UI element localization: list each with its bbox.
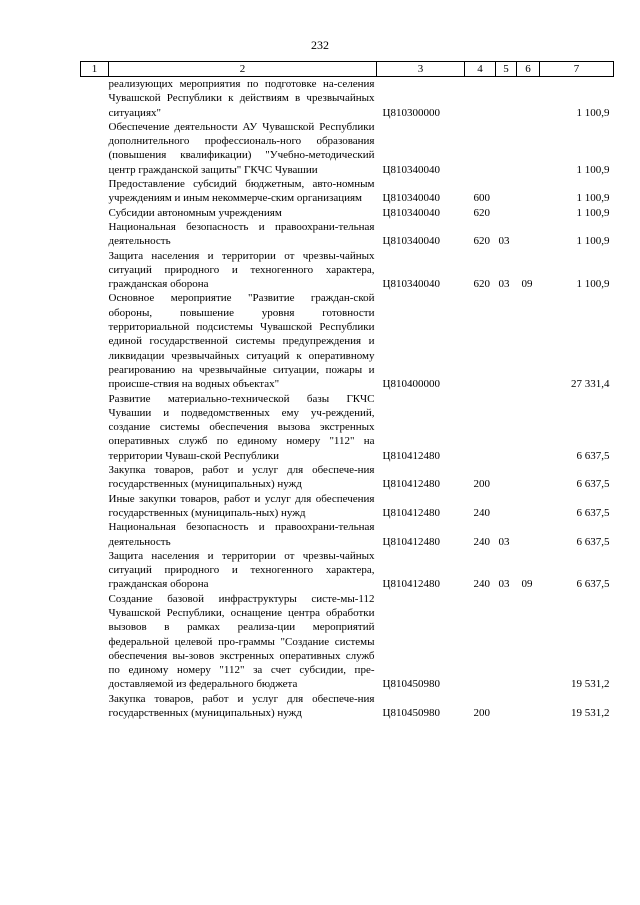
table-body bbox=[81, 77, 614, 721]
row-code-cell: Ц810412480 bbox=[382, 449, 440, 462]
row-name-cell: Субсидии автономным учреждениям bbox=[108, 206, 282, 219]
row-subsection-cell bbox=[517, 463, 540, 492]
row-expense-type-cell bbox=[465, 392, 496, 463]
row-amount-cell: 19 531,2 bbox=[571, 707, 610, 720]
row-amount-cell: 1 100,9 bbox=[576, 163, 610, 176]
row-number-cell bbox=[81, 120, 109, 177]
row-code-cell: Ц810340040 bbox=[382, 278, 440, 291]
table-row bbox=[81, 463, 614, 492]
row-section-cell bbox=[496, 291, 517, 391]
row-expense-type-cell bbox=[465, 592, 496, 692]
row-amount-cell: 27 331,4 bbox=[571, 378, 610, 391]
row-number-cell bbox=[81, 77, 109, 120]
row-section-cell: 03 bbox=[498, 535, 510, 548]
row-code-cell: Ц810412480 bbox=[382, 535, 440, 548]
row-amount-cell: 19 531,2 bbox=[571, 678, 610, 691]
row-number-cell bbox=[81, 692, 109, 721]
row-amount-cell: 1 100,9 bbox=[576, 206, 610, 219]
row-number-cell bbox=[81, 463, 109, 492]
row-expense-type-cell bbox=[465, 291, 496, 391]
row-name-cell: Закупка товаров, работ и услуг для обеспече-ния государственных (муниципальных) нужд bbox=[108, 692, 375, 720]
row-code-cell: Ц810450980 bbox=[382, 678, 440, 691]
row-code-cell: Ц810340040 bbox=[382, 235, 440, 248]
row-name-cell: реализующих мероприятия по подготовке на-селения Чувашской Республики к действиям в чрезвычайных ситуациях" bbox=[108, 78, 375, 119]
table-row bbox=[81, 291, 614, 391]
row-amount-cell: 6 637,5 bbox=[576, 535, 610, 548]
row-expense-type-cell: 620 bbox=[473, 206, 490, 219]
row-section-cell: 03 bbox=[498, 235, 510, 248]
row-name-cell: Иные закупки товаров, работ и услуг для обеспечения государственных (муниципаль-ных) нужд bbox=[108, 492, 375, 519]
row-section-cell bbox=[496, 492, 517, 521]
row-expense-type-cell: 240 bbox=[473, 506, 490, 519]
table-row bbox=[81, 549, 614, 592]
row-subsection-cell bbox=[517, 692, 540, 721]
row-name-cell: Защита населения и территории от чрезвы-чайных ситуаций природного и техногенного характера, гражданская оборона bbox=[108, 549, 375, 591]
row-section-cell bbox=[496, 206, 517, 220]
row-amount-cell: 6 637,5 bbox=[576, 578, 610, 591]
row-code-cell: Ц810300000 bbox=[382, 106, 440, 119]
column-header-1: 1 bbox=[81, 62, 109, 77]
row-subsection-cell bbox=[517, 77, 540, 120]
row-subsection-cell bbox=[517, 520, 540, 549]
row-number-cell bbox=[81, 549, 109, 592]
row-section-cell: 03 bbox=[498, 278, 510, 291]
row-code-cell: Ц810400000 bbox=[382, 378, 440, 391]
row-subsection-cell: 09 bbox=[521, 278, 533, 291]
row-subsection-cell bbox=[517, 220, 540, 249]
row-section-cell bbox=[496, 177, 517, 206]
table-row bbox=[81, 220, 614, 249]
row-number-cell bbox=[81, 392, 109, 463]
table-row bbox=[81, 120, 614, 177]
column-header-7: 7 bbox=[540, 62, 614, 77]
row-expense-type-cell bbox=[465, 120, 496, 177]
row-expense-type-cell: 600 bbox=[473, 192, 490, 205]
table-row bbox=[81, 692, 614, 721]
table-row bbox=[81, 206, 614, 220]
row-name-cell: Предоставление субсидий бюджетным, авто-номным учреждениям и иным некоммерче-ским организациям bbox=[108, 178, 375, 205]
row-name-cell: Национальная безопасность и правоохрани-тельная деятельность bbox=[108, 220, 375, 248]
row-name-cell: Национальная безопасность и правоохрани-тельная деятельность bbox=[108, 521, 375, 548]
row-amount-cell: 1 100,9 bbox=[576, 278, 610, 291]
row-name-cell: Закупка товаров, работ и услуг для обеспече-ния государственных (муниципальных) нужд bbox=[108, 464, 375, 491]
row-amount-cell: 6 637,5 bbox=[576, 478, 610, 491]
row-subsection-cell bbox=[517, 492, 540, 521]
row-code-cell: Ц810340040 bbox=[382, 192, 440, 205]
row-expense-type-cell: 200 bbox=[473, 707, 490, 720]
row-expense-type-cell bbox=[465, 77, 496, 120]
row-number-cell bbox=[81, 592, 109, 692]
row-code-cell: Ц810412480 bbox=[382, 506, 440, 519]
row-section-cell bbox=[496, 120, 517, 177]
row-expense-type-cell: 620 bbox=[473, 235, 490, 248]
column-header-5: 5 bbox=[496, 62, 517, 77]
row-code-cell: Ц810412480 bbox=[382, 578, 440, 591]
row-amount-cell: 1 100,9 bbox=[576, 235, 610, 248]
table-row bbox=[81, 77, 614, 120]
row-name-cell: Защита населения и территории от чрезвы-чайных ситуаций природного и техногенного характера, гражданская оборона bbox=[108, 249, 375, 291]
row-number-cell bbox=[81, 177, 109, 206]
table-row bbox=[81, 492, 614, 521]
row-code-cell: Ц810412480 bbox=[382, 478, 440, 491]
row-amount-cell: 1 100,9 bbox=[576, 106, 610, 119]
row-number-cell bbox=[81, 492, 109, 521]
column-header-3: 3 bbox=[377, 62, 465, 77]
row-subsection-cell bbox=[517, 120, 540, 177]
row-section-cell bbox=[496, 392, 517, 463]
row-expense-type-cell: 240 bbox=[473, 535, 490, 548]
row-subsection-cell: 09 bbox=[521, 578, 533, 591]
column-header-4: 4 bbox=[465, 62, 496, 77]
row-subsection-cell bbox=[517, 206, 540, 220]
row-code-cell: Ц810450980 bbox=[382, 707, 440, 720]
table-row bbox=[81, 249, 614, 292]
row-section-cell bbox=[496, 463, 517, 492]
column-header-2: 2 bbox=[109, 62, 377, 77]
table-row bbox=[81, 592, 614, 692]
row-code-cell: Ц810340040 bbox=[382, 163, 440, 176]
row-name-cell: Основное мероприятие "Развитие граждан-ской обороны, повышение уровня готовности территориальной подсистемы Чувашской Республики единой государственной системы предупреждения и ликвидации чрезвычайных ситуаций к оперативному реагированию на чрезвычайные ситуации, пожары и происше-ствия на водных объектах" bbox=[108, 292, 375, 391]
table-row bbox=[81, 177, 614, 206]
row-section-cell bbox=[496, 692, 517, 721]
table-row bbox=[81, 520, 614, 549]
row-amount-cell: 1 100,9 bbox=[576, 192, 610, 205]
row-amount-cell: 6 637,5 bbox=[576, 449, 610, 462]
row-expense-type-cell: 200 bbox=[473, 478, 490, 491]
row-number-cell bbox=[81, 206, 109, 220]
row-subsection-cell bbox=[517, 291, 540, 391]
row-expense-type-cell: 240 bbox=[473, 578, 490, 591]
row-number-cell bbox=[81, 249, 109, 292]
row-name-cell: Развитие материально-технической базы ГКЧС Чувашии и подведомственных ему уч-реждений, создание системы обеспечения вызова экстренных оперативных служб по единому номеру "112" на территории Чуваш-ской Республики bbox=[108, 392, 375, 462]
row-section-cell: 03 bbox=[498, 578, 510, 591]
page-number: 232 bbox=[311, 38, 329, 52]
row-number-cell bbox=[81, 291, 109, 391]
row-section-cell bbox=[496, 592, 517, 692]
row-number-cell bbox=[81, 520, 109, 549]
row-section-cell bbox=[496, 77, 517, 120]
row-expense-type-cell: 620 bbox=[473, 278, 490, 291]
table-row bbox=[81, 392, 614, 463]
row-name-cell: Создание базовой инфраструктуры систе-мы-112 Чувашской Республики, оснащение центра обработки вызовов в рамках реализа-ции мероприятий федеральной целевой про-граммы "Создание системы обеспечения вы-зовов экстренных оперативных служб по единому номеру "112" за счет субсидии, пре-доставляемой из федерального бюджета bbox=[108, 592, 375, 691]
row-subsection-cell bbox=[517, 177, 540, 206]
column-header-6: 6 bbox=[517, 62, 540, 77]
row-subsection-cell bbox=[517, 392, 540, 463]
row-name-cell: Обеспечение деятельности АУ Чувашской Республики дополнительного профессиональ-ного образования (повышения квалификации) "Учебно-методический центр гражданской защиты" ГКЧС Чувашии bbox=[108, 120, 375, 176]
row-amount-cell: 6 637,5 bbox=[576, 506, 610, 519]
row-code-cell: Ц810340040 bbox=[382, 206, 440, 219]
budget-table bbox=[80, 61, 614, 720]
table-header bbox=[81, 62, 614, 77]
row-subsection-cell bbox=[517, 592, 540, 692]
row-number-cell bbox=[81, 220, 109, 249]
